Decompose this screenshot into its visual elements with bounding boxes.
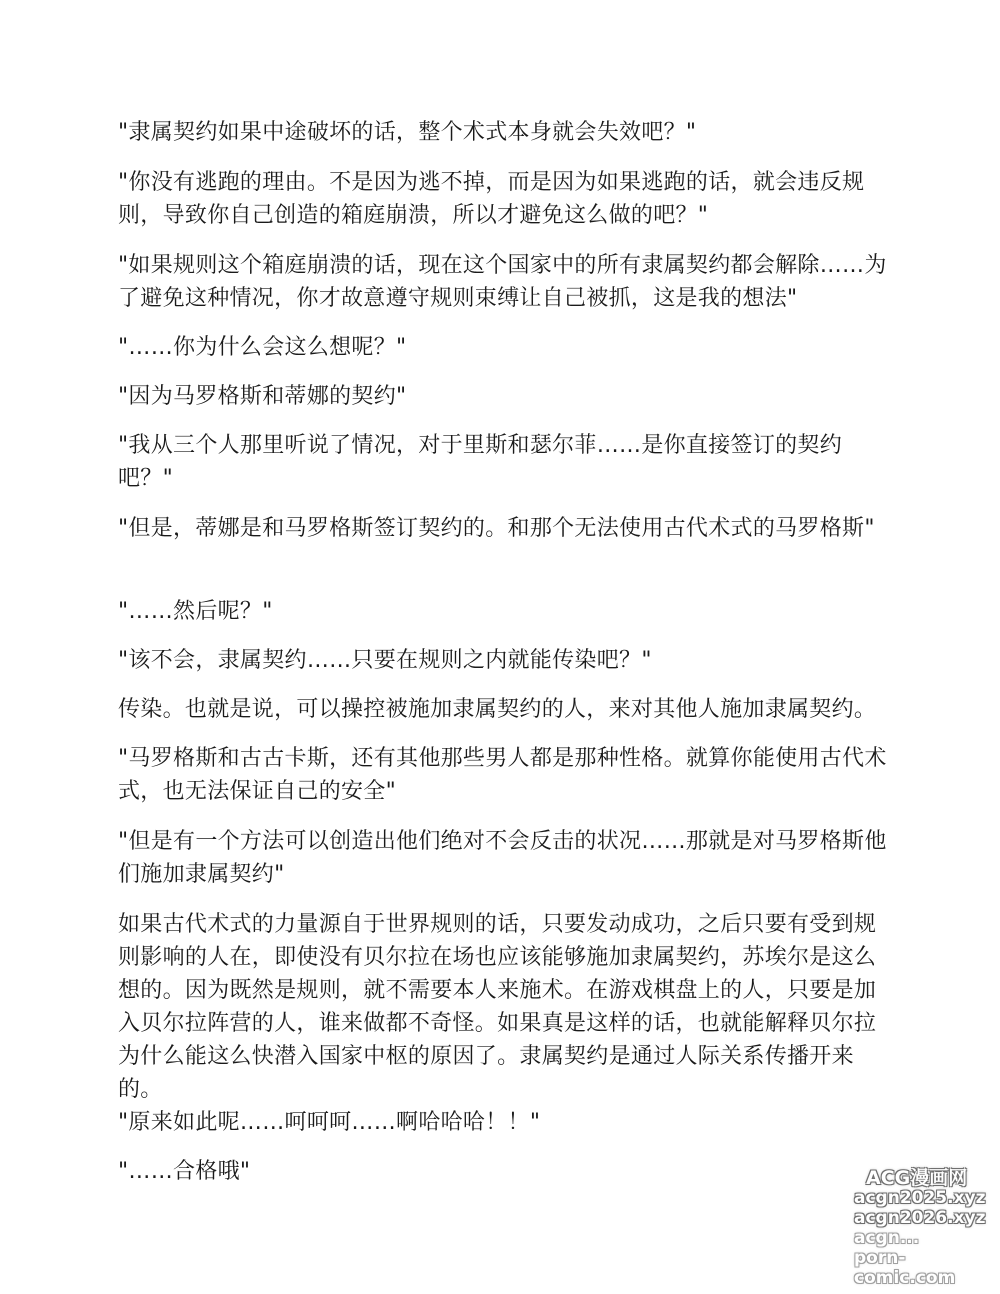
paragraph-14: "原来如此呢……呵呵呵……啊哈哈哈！！" [118,1110,541,1135]
paragraph-13: 如果古代术式的力量源自于世界规则的话，只要发动成功，之后只要有受到规则影响的人在，即使没有贝尔拉在场也应该能够施加隶属契约，苏埃尔是这么想的。因为既然是规则，就不需要本人来施术。在游戏棋盘上的人，只要是加入贝尔拉阵营的人，谁来做都不奇怪。如果真是这样的话，也就能解释贝尔拉为什么能这么快潜入国家中枢的原因了。隶属契约是通过人际关系传播开来的。 [118,912,877,1102]
paragraph-4: "……你为什么会这么想呢？" [118,335,407,360]
paragraph-6: "我从三个人那里听说了情况，对于里斯和瑟尔菲……是你直接签订的契约吧？" [118,433,843,491]
paragraph-1: "隶属契约如果中途破坏的话，整个术式本身就会失效吧？" [118,120,697,145]
paragraph-8: "……然后呢？" [118,599,273,624]
paragraph-10: 传染。也就是说，可以操控被施加隶属契约的人，来对其他人施加隶属契约。 [118,697,877,722]
paragraph-5: "因为马罗格斯和蒂娜的契约" [118,384,407,409]
paragraph-15: "……合格哦" [118,1159,251,1184]
watermark-line-4: acgn... [854,1228,920,1248]
paragraph-3: "如果规则这个箱庭崩溃的话，现在这个国家中的所有隶属契约都会解除……为了避免这种情况，你才故意遵守规则束缚让自己被抓，这是我的想法" [118,253,887,311]
watermark-line-2: acgn2025.xyz [854,1188,986,1208]
paragraph-2: "你没有逃跑的理由。不是因为逃不掉，而是因为如果逃跑的话，就会违反规则，导致你自己创造的箱庭崩溃，所以才避免这么做的吧？" [118,170,865,228]
watermark-line-3: acgn2026.xyz [854,1208,986,1228]
watermark-line-5: porn-comic.com [854,1248,956,1288]
paragraph-7: "但是，蒂娜是和马罗格斯签订契约的。和那个无法使用古代术式的马罗格斯" [118,516,875,541]
site-watermark [848,1168,994,1292]
paragraph-9: "该不会，隶属契约……只要在规则之内就能传染吧？" [118,648,652,673]
watermark-line-1: ACG漫画网 [866,1167,968,1189]
paragraph-12: "但是有一个方法可以创造出他们绝对不会反击的状况……那就是对马罗格斯他们施加隶属契约" [118,829,887,887]
paragraph-11: "马罗格斯和古古卡斯，还有其他那些男人都是那种性格。就算你能使用古代术式，也无法保证自己的安全" [118,746,887,804]
